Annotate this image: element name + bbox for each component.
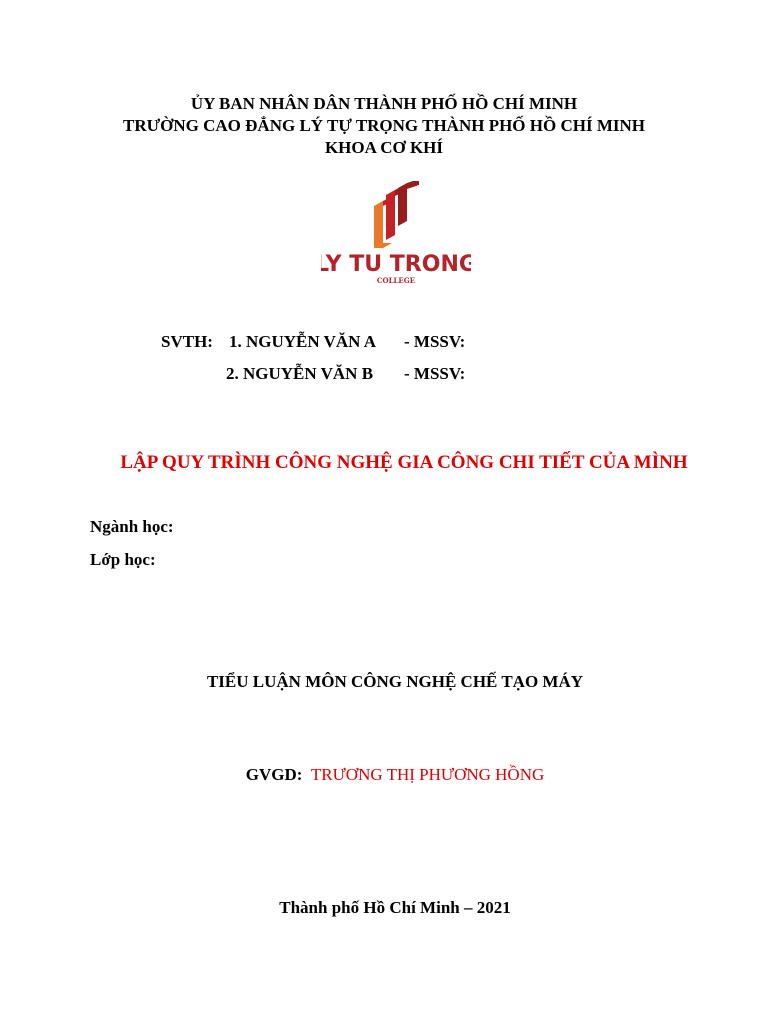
student-name-2: 2. NGUYỄN VĂN B	[226, 364, 374, 383]
instructor-label: GVGD:	[245, 765, 303, 784]
field-lop-hoc: Lớp học:	[90, 550, 156, 569]
student-mssv-2: - MSSV:	[404, 364, 466, 383]
subject-line: TIỂU LUẬN MÔN CÔNG NGHỆ CHẾ TẠO MÁY	[206, 672, 584, 691]
document-title: LẬP QUY TRÌNH CÔNG NGHỆ GIA CÔNG CHI TIẾT CỦA MÌNH	[120, 452, 688, 473]
logo-text: LY TU TRONG	[321, 252, 471, 277]
ly-tu-trong-logo-icon	[321, 181, 471, 287]
header-line-school: TRƯỜNG CAO ĐẲNG LÝ TỰ TRỌNG THÀNH PHỐ HỒ CHÍ MINH	[123, 116, 645, 135]
instructor-line	[0, 764, 768, 786]
footer-place-year: Thành phố Hồ Chí Minh – 2021	[279, 898, 511, 917]
header-line-committee: ỦY BAN NHÂN DÂN THÀNH PHỐ HỒ CHÍ MINH	[190, 94, 578, 113]
header-line-faculty: KHOA CƠ KHÍ	[324, 138, 444, 157]
student-name-1: 1. NGUYỄN VĂN A	[229, 332, 377, 351]
college-logo	[321, 181, 471, 287]
student-mssv-1: - MSSV:	[404, 332, 466, 351]
svth-label: SVTH:	[161, 332, 213, 351]
instructor-name: TRƯƠNG THỊ PHƯƠNG HỒNG	[310, 765, 545, 784]
field-nganh-hoc: Ngành học:	[90, 517, 174, 536]
logo-subtext: COLLEGE	[376, 276, 416, 285]
student-row-1	[161, 331, 213, 353]
